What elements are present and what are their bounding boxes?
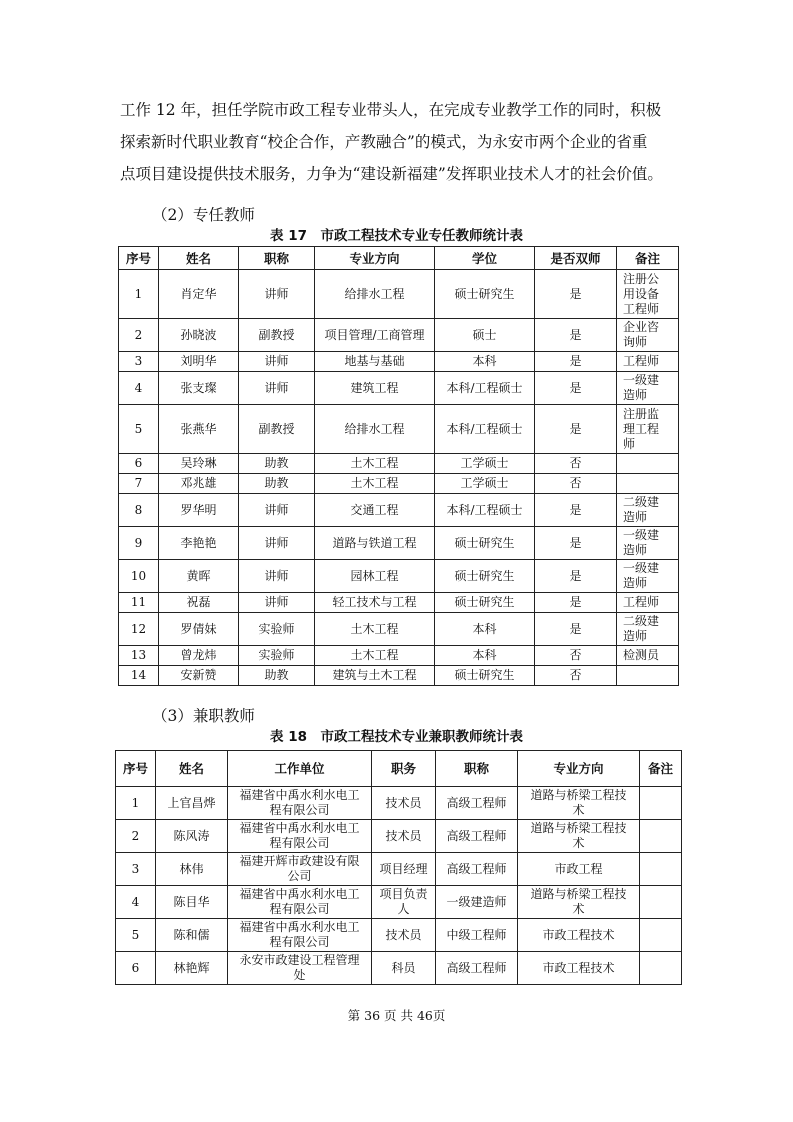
table-cell: 邓兆雄 (159, 474, 239, 494)
part-time-teacher-table (115, 750, 682, 985)
table-cell: 否 (535, 666, 617, 686)
table-cell: 高级工程师 (436, 952, 518, 985)
table-cell: 土木工程 (315, 646, 435, 666)
column-header: 是否双师 (535, 247, 617, 270)
table-header-row (116, 751, 682, 787)
table-row (119, 646, 679, 666)
table-cell: 硕士研究生 (435, 560, 535, 593)
table-cell: 4 (116, 886, 156, 919)
column-header: 姓名 (159, 247, 239, 270)
table-cell: 陈目华 (156, 886, 228, 919)
table-cell (640, 787, 682, 820)
table-cell: 一级建 造师 (617, 372, 679, 405)
table-cell: 是 (535, 560, 617, 593)
table-cell: 讲师 (239, 372, 315, 405)
table-cell: 李艳艳 (159, 527, 239, 560)
table-cell: 技术员 (372, 787, 436, 820)
table-cell: 工学硕士 (435, 454, 535, 474)
column-header: 工作单位 (228, 751, 372, 787)
column-header: 备注 (640, 751, 682, 787)
table-cell: 9 (119, 527, 159, 560)
table-row (119, 560, 679, 593)
table17-caption: 表 17 市政工程技术专业专任教师统计表 (270, 228, 523, 244)
table-cell: 否 (535, 454, 617, 474)
table-cell: 高级工程师 (436, 853, 518, 886)
table-cell: 注册监 理工程 师 (617, 405, 679, 454)
table-cell: 市政工程技术 (518, 919, 640, 952)
table-cell: 科员 (372, 952, 436, 985)
table-cell: 陈和儒 (156, 919, 228, 952)
table-cell: 6 (119, 454, 159, 474)
intro-paragraph (120, 94, 676, 190)
table-cell: 是 (535, 405, 617, 454)
table-cell: 福建开辉市政建设有限 公司 (228, 853, 372, 886)
table-row (119, 613, 679, 646)
table-cell: 福建省中禹水利水电工 程有限公司 (228, 919, 372, 952)
table-cell: 2 (116, 820, 156, 853)
paragraph-line: 探索新时代职业教育“校企合作，产教融合”的模式，为永安市两个企业的省重 (120, 133, 648, 151)
table-cell: 上官昌烨 (156, 787, 228, 820)
table-cell: 讲师 (239, 527, 315, 560)
table-cell: 土木工程 (315, 454, 435, 474)
table-cell: 硕士 (435, 319, 535, 352)
table-cell: 1 (116, 787, 156, 820)
paragraph-line: 点项目建设提供技术服务，力争为“建设新福建”发挥职业技术人才的社会价值。 (120, 165, 663, 183)
table-cell: 曾龙炜 (159, 646, 239, 666)
table-cell: 11 (119, 593, 159, 613)
table-cell: 是 (535, 527, 617, 560)
column-header: 专业方向 (518, 751, 640, 787)
table-cell: 道路与桥梁工程技 术 (518, 886, 640, 919)
table-cell: 高级工程师 (436, 820, 518, 853)
table-cell: 检测员 (617, 646, 679, 666)
table-cell: 陈风涛 (156, 820, 228, 853)
table-cell: 是 (535, 613, 617, 646)
table-cell: 14 (119, 666, 159, 686)
table-cell: 罗华明 (159, 494, 239, 527)
table-cell: 二级建 造师 (617, 494, 679, 527)
table-cell: 4 (119, 372, 159, 405)
table-cell: 本科/工程硕士 (435, 494, 535, 527)
table-cell: 道路与桥梁工程技 术 (518, 820, 640, 853)
table-cell: 讲师 (239, 352, 315, 372)
table-cell: 注册公 用设备 工程师 (617, 270, 679, 319)
table-row (116, 952, 682, 985)
table-cell: 实验师 (239, 613, 315, 646)
table-cell: 本科/工程硕士 (435, 372, 535, 405)
table-cell: 福建省中禹水利水电工 程有限公司 (228, 820, 372, 853)
table-cell: 给排水工程 (315, 270, 435, 319)
table-cell: 本科 (435, 646, 535, 666)
table-cell: 硕士研究生 (435, 270, 535, 319)
table-cell: 项目管理/工商管理 (315, 319, 435, 352)
table-row (119, 666, 679, 686)
table-row (119, 474, 679, 494)
table-cell: 实验师 (239, 646, 315, 666)
table-cell: 副教授 (239, 405, 315, 454)
table-cell: 3 (116, 853, 156, 886)
column-header: 职称 (436, 751, 518, 787)
table-cell: 讲师 (239, 560, 315, 593)
table-cell: 项目负责 人 (372, 886, 436, 919)
table-row (116, 853, 682, 886)
table-cell: 福建省中禹水利水电工 程有限公司 (228, 886, 372, 919)
table-cell: 10 (119, 560, 159, 593)
table-cell: 道路与桥梁工程技 术 (518, 787, 640, 820)
table-cell (617, 474, 679, 494)
table-cell: 张支璨 (159, 372, 239, 405)
table-cell: 助教 (239, 474, 315, 494)
column-header: 备注 (617, 247, 679, 270)
table-cell: 助教 (239, 666, 315, 686)
table-cell (640, 952, 682, 985)
table-cell (640, 853, 682, 886)
table-cell: 林艳辉 (156, 952, 228, 985)
column-header: 序号 (116, 751, 156, 787)
table-cell: 技术员 (372, 820, 436, 853)
table-cell: 13 (119, 646, 159, 666)
table-cell: 黄晖 (159, 560, 239, 593)
paragraph-line: 工作 12 年，担任学院市政工程专业带头人，在完成专业教学工作的同时，积极 (120, 101, 662, 119)
table-cell: 刘明华 (159, 352, 239, 372)
table-cell: 市政工程技术 (518, 952, 640, 985)
table-cell: 高级工程师 (436, 787, 518, 820)
table-cell (617, 454, 679, 474)
table-row (119, 405, 679, 454)
table-cell: 给排水工程 (315, 405, 435, 454)
table-cell: 交通工程 (315, 494, 435, 527)
table-cell: 安新赞 (159, 666, 239, 686)
table-cell: 项目经理 (372, 853, 436, 886)
table-cell: 7 (119, 474, 159, 494)
table-row (119, 527, 679, 560)
column-header: 姓名 (156, 751, 228, 787)
table-cell (640, 820, 682, 853)
table-row (119, 494, 679, 527)
table-cell: 讲师 (239, 593, 315, 613)
table-cell: 6 (116, 952, 156, 985)
table-row (119, 270, 679, 319)
table-cell: 助教 (239, 454, 315, 474)
table-header-row (119, 247, 679, 270)
table-cell: 否 (535, 646, 617, 666)
table-cell: 是 (535, 319, 617, 352)
table-cell: 二级建 造师 (617, 613, 679, 646)
table-cell: 张燕华 (159, 405, 239, 454)
table-cell: 吴玲琳 (159, 454, 239, 474)
table-cell: 8 (119, 494, 159, 527)
table-cell: 是 (535, 352, 617, 372)
table-cell: 2 (119, 319, 159, 352)
table18-caption: 表 18 市政工程技术专业兼职教师统计表 (270, 729, 523, 745)
table-cell: 建筑工程 (315, 372, 435, 405)
table-cell: 硕士研究生 (435, 593, 535, 613)
table-cell: 祝磊 (159, 593, 239, 613)
page-footer: 第 36 页 共 46页 (347, 1008, 446, 1023)
table-cell: 企业咨 询师 (617, 319, 679, 352)
table-cell: 园林工程 (315, 560, 435, 593)
section-heading-part-time: （3）兼职教师 (152, 707, 255, 725)
table-cell: 1 (119, 270, 159, 319)
table-cell: 12 (119, 613, 159, 646)
table-cell: 工学硕士 (435, 474, 535, 494)
table-row (119, 352, 679, 372)
table-cell: 地基与基础 (315, 352, 435, 372)
table-cell: 技术员 (372, 919, 436, 952)
table-cell: 土木工程 (315, 474, 435, 494)
table-cell: 讲师 (239, 270, 315, 319)
table-row (119, 319, 679, 352)
table-cell: 孙晓波 (159, 319, 239, 352)
table-cell: 本科/工程硕士 (435, 405, 535, 454)
table-cell: 是 (535, 494, 617, 527)
table-row (116, 820, 682, 853)
table-cell: 硕士研究生 (435, 527, 535, 560)
table-cell (617, 666, 679, 686)
table-cell: 本科 (435, 352, 535, 372)
table-cell: 副教授 (239, 319, 315, 352)
table-cell: 5 (116, 919, 156, 952)
table-cell: 硕士研究生 (435, 666, 535, 686)
table-cell: 是 (535, 372, 617, 405)
table-cell: 林伟 (156, 853, 228, 886)
table-cell: 是 (535, 270, 617, 319)
table-cell: 建筑与土木工程 (315, 666, 435, 686)
table-cell: 一级建造师 (436, 886, 518, 919)
table-cell (640, 886, 682, 919)
table-cell: 中级工程师 (436, 919, 518, 952)
column-header: 序号 (119, 247, 159, 270)
table-cell: 道路与铁道工程 (315, 527, 435, 560)
table-row (116, 787, 682, 820)
table-row (119, 454, 679, 474)
table-cell: 永安市政建设工程管理 处 (228, 952, 372, 985)
table-cell: 轻工技术与工程 (315, 593, 435, 613)
table-cell: 土木工程 (315, 613, 435, 646)
table-cell: 福建省中禹水利水电工 程有限公司 (228, 787, 372, 820)
column-header: 专业方向 (315, 247, 435, 270)
table-cell: 本科 (435, 613, 535, 646)
table-cell: 讲师 (239, 494, 315, 527)
table-cell: 一级建 造师 (617, 527, 679, 560)
table-row (119, 372, 679, 405)
table-row (119, 593, 679, 613)
table-row (116, 919, 682, 952)
table-cell: 否 (535, 474, 617, 494)
table-cell: 一级建 造师 (617, 560, 679, 593)
table-cell (640, 919, 682, 952)
section-heading-full-time: （2）专任教师 (152, 206, 255, 224)
column-header: 职称 (239, 247, 315, 270)
table-cell: 5 (119, 405, 159, 454)
table-row (116, 886, 682, 919)
table-cell: 工程师 (617, 593, 679, 613)
table-cell: 工程师 (617, 352, 679, 372)
table-cell: 罗倩妹 (159, 613, 239, 646)
table-cell: 肖定华 (159, 270, 239, 319)
table-cell: 3 (119, 352, 159, 372)
table-cell: 是 (535, 593, 617, 613)
column-header: 学位 (435, 247, 535, 270)
full-time-teacher-table (118, 246, 679, 686)
table-cell: 市政工程 (518, 853, 640, 886)
column-header: 职务 (372, 751, 436, 787)
